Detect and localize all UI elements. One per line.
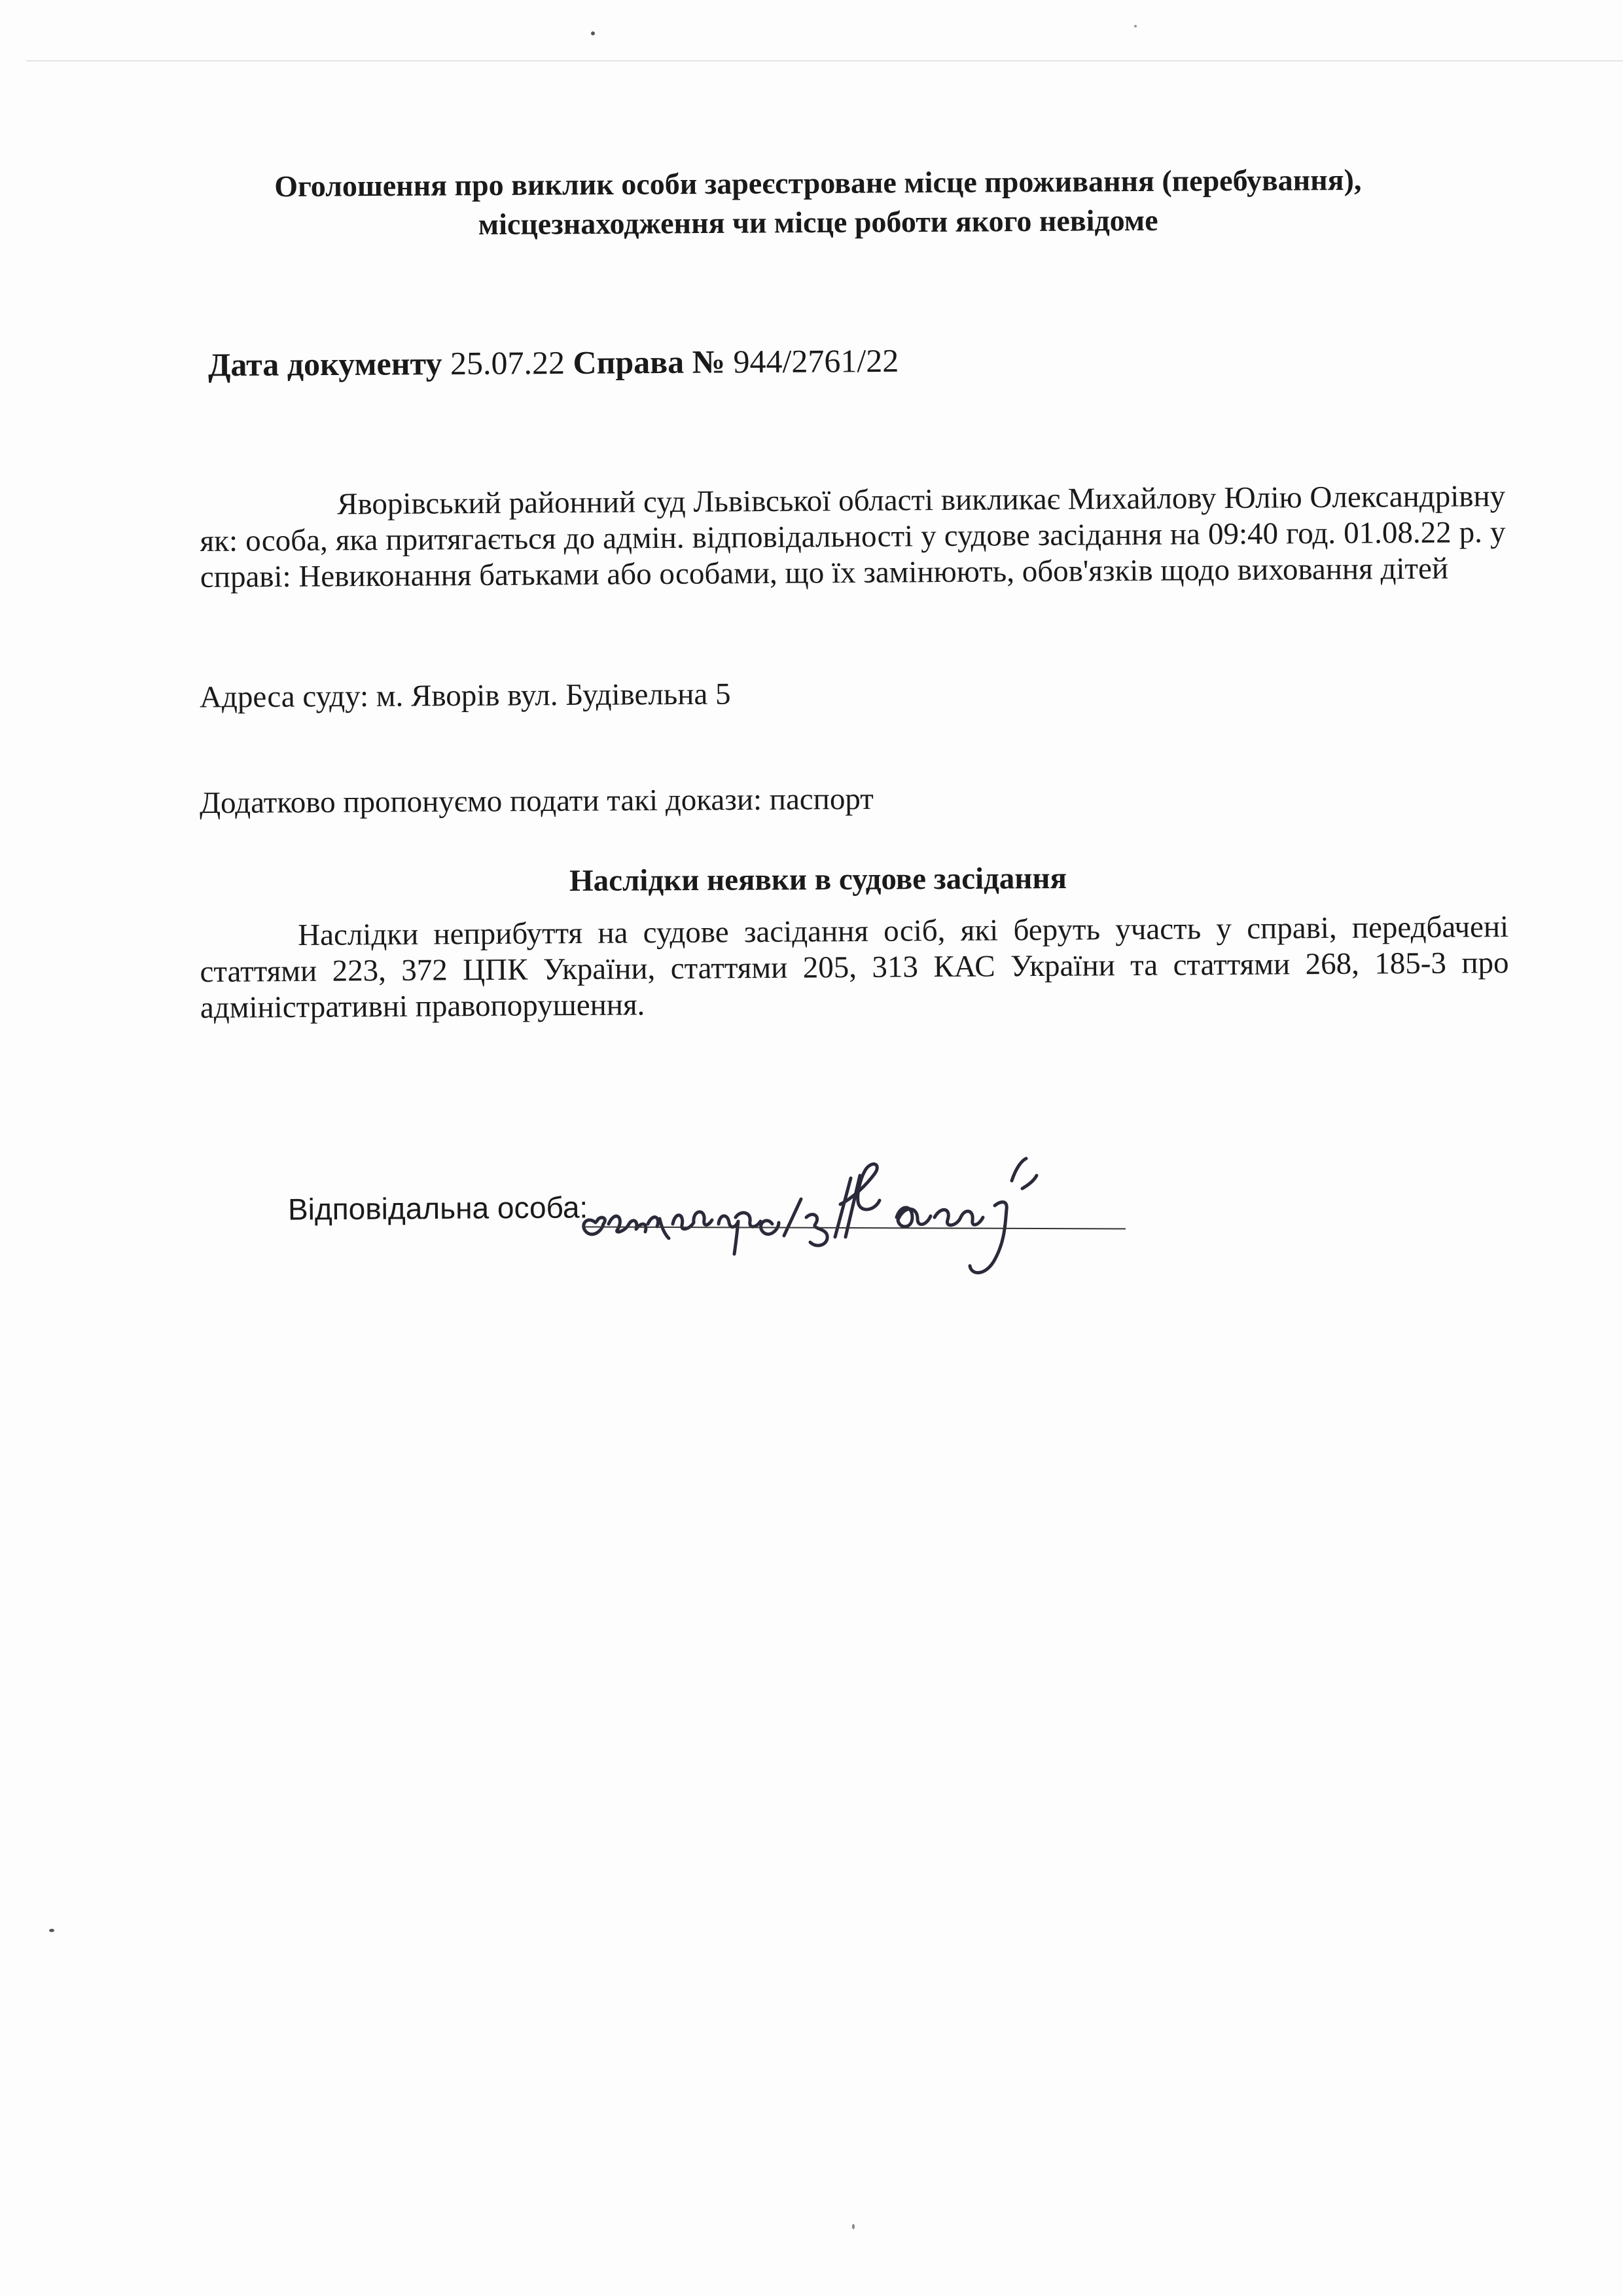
evidence-request: Додатково пропонуємо подати такі докази: паспорт xyxy=(199,781,874,821)
summons-paragraph: Яворівський районний суд Львівської області викликає Михайлову Юлію Олександрівну як: особа, яка притягається до адмін. відповідальності у судове засідання на 09:40 год. 01.08.22 р. у справі: Невиконання батьками або особами, що їх замінюють, обов'язків щодо виховання дітей xyxy=(200,479,1506,594)
notice-title-line1: Оголошення про виклик особи зареєстроване місце проживання (перебування), xyxy=(274,162,1362,204)
court-address: Адреса суду: м. Яворів вул. Будівельна 5 xyxy=(199,677,731,715)
responsible-person-label: Відповідальна особа: xyxy=(287,1190,588,1227)
notice-title xyxy=(196,160,1440,246)
document-info-line xyxy=(208,340,899,386)
handwritten-signature xyxy=(576,1126,1165,1309)
consequences-paragraph: Наслідки неприбуття на судове засідання осіб, які беруть участь у справі, передбачені статтями 223, 372 ЦПК України, статтями 205, 313 КАС України та статтями 268, 185-3 про адміністративні правопорушення. xyxy=(200,910,1509,1025)
scan-speck xyxy=(852,2224,855,2229)
scan-speck xyxy=(591,31,595,35)
notice-title-line2: місцезнаходження чи місце роботи якого невідоме xyxy=(478,203,1158,242)
scan-speck xyxy=(49,1929,54,1932)
doc-date-value: 25.07.22 xyxy=(450,344,565,382)
scan-speck xyxy=(1134,25,1137,27)
case-number: 944/2761/22 xyxy=(733,342,899,380)
scan-edge-line xyxy=(26,60,1623,62)
consequences-heading: Наслідки неявки в судове засідання xyxy=(569,861,1067,898)
case-label: Справа № xyxy=(573,343,726,381)
doc-date-label: Дата документу xyxy=(207,345,442,384)
